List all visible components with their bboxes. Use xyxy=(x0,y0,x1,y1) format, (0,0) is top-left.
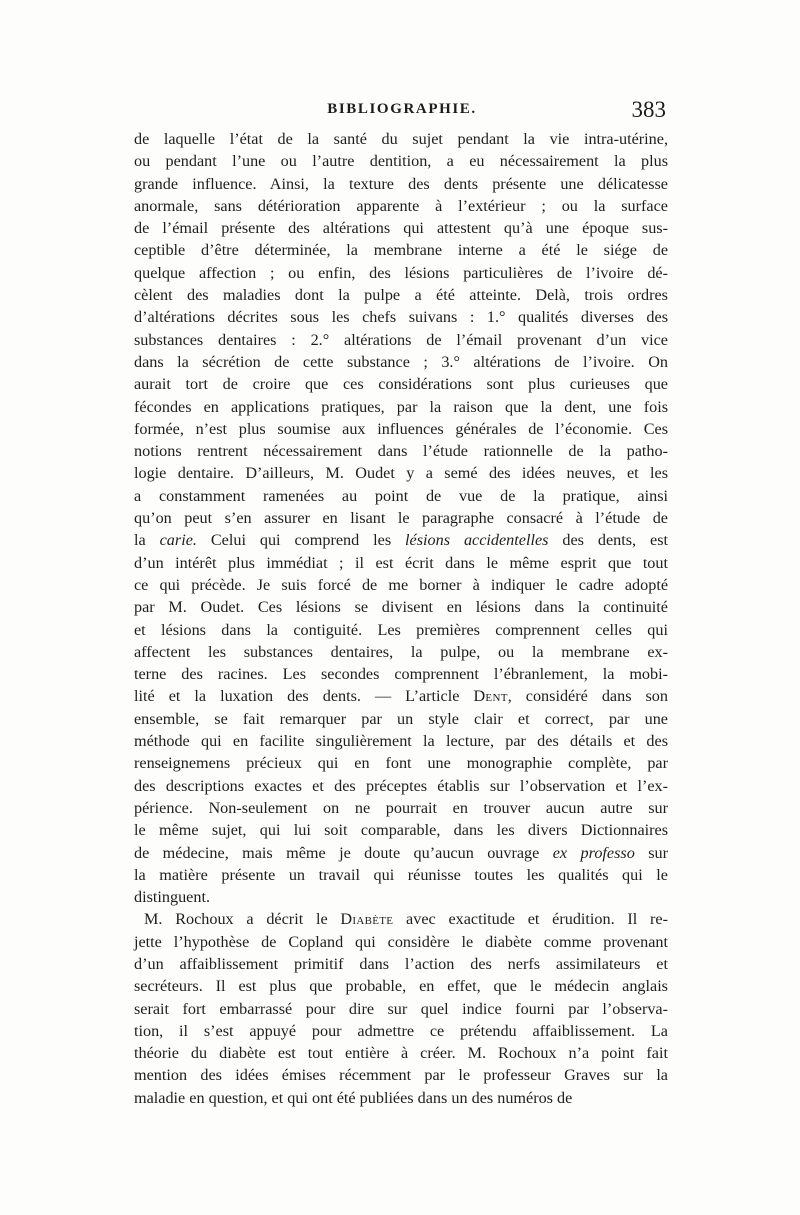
text-line: de laquelle l’état de la santé du sujet pendant la vie intra-utérine, xyxy=(134,130,668,148)
page-number: 383 xyxy=(631,97,666,122)
text-line: qu’on peut s’en assurer en lisant le paragraphe consacré à l’étude de xyxy=(134,509,668,528)
text-line: d’un intérêt plus immédiat ; il est écrit dans le même esprit que tout xyxy=(134,553,668,572)
text-line: maladie en question, et qui ont été publiées dans un des numéros de xyxy=(134,1088,573,1107)
text-line: dans la sécrétion de cette substance ; 3.° altérations de l’ivoire. On xyxy=(134,352,668,371)
text-line: affectent les substances dentaires, la pulpe, ou la membrane ex- xyxy=(134,642,668,661)
body-text xyxy=(134,128,668,1109)
text-line: notions rentrent nécessairement dans l’étude rationnelle de la patho- xyxy=(134,442,668,461)
text-line: de médecine, mais même je doute qu’aucun ouvrage ex professo sur xyxy=(134,843,668,862)
text-line: terne des racines. Les secondes comprennent l’ébranlement, la mobi- xyxy=(134,665,668,684)
text-line: logie dentaire. D’ailleurs, M. Oudet y a semé des idées neuves, et les xyxy=(134,464,668,483)
text-line: de l’émail présente des altérations qui attestent qu’à une époque sus- xyxy=(134,219,668,238)
running-title: BIBLIOGRAPHIE. xyxy=(327,101,477,117)
text-line: secréteurs. Il est plus que probable, en effet, que le médecin anglais xyxy=(134,977,668,996)
text-line: par M. Oudet. Ces lésions se divisent en lésions dans la continuité xyxy=(134,598,668,617)
text-line: et lésions dans la contiguité. Les premières comprennent celles qui xyxy=(134,620,668,639)
text-line: M. Rochoux a décrit le Diabète avec exactitude et érudition. Il re- xyxy=(144,910,669,929)
text-line: d’un affaiblissement primitif dans l’action des nerfs assimilateurs et xyxy=(134,954,668,973)
text-line: mention des idées émises récemment par le professeur Graves sur la xyxy=(134,1066,668,1085)
text-line: a constamment ramenées au point de vue de la pratique, ainsi xyxy=(134,486,668,505)
text-line: cèlent des maladies dont la pulpe a été atteinte. Delà, trois ordres xyxy=(134,286,668,305)
text-line: ceptible d’être déterminée, la membrane interne a été le siége de xyxy=(134,241,668,260)
text-line: grande influence. Ainsi, la texture des dents présente une délicatesse xyxy=(134,174,668,193)
text-line: fécondes en applications pratiques, par la raison que la dent, une fois xyxy=(134,397,668,416)
text-line: anormale, sans détérioration apparente à l’extérieur ; ou la surface xyxy=(134,196,668,215)
text-line: tion, il s’est appuyé pour admettre ce prétendu affaiblissement. La xyxy=(134,1021,668,1040)
text-line: la matière présente un travail qui réunisse toutes les qualités qui le xyxy=(134,865,668,884)
text-line: distinguent. xyxy=(134,888,210,907)
text-line: jette l’hypothèse de Copland qui considère le diabète comme provenant xyxy=(134,932,668,951)
text-line: quelque affection ; ou enfin, des lésions particulières de l’ivoire dé- xyxy=(134,263,668,282)
text-line: d’altérations décrites sous les chefs suivans : 1.° qualités diverses des xyxy=(134,308,668,327)
text-line: théorie du diabète est tout entière à créer. M. Rochoux n’a point fait xyxy=(134,1044,668,1063)
small-caps-term: Dent xyxy=(473,687,508,706)
paragraph-diabete xyxy=(134,908,668,1109)
small-caps-term: Diabète xyxy=(340,910,394,929)
text-line: aurait tort de croire que ces considérations sont plus curieuses que xyxy=(134,375,668,394)
text-line: ce qui précède. Je suis forcé de me borner à indiquer le cadre adopté xyxy=(134,575,668,594)
text-line: le même sujet, qui lui soit comparable, dans les divers Dictionnaires xyxy=(134,821,668,840)
text-line: renseignemens précieux qui en font une monographie complète, par xyxy=(134,754,668,773)
italic-term: carie. xyxy=(159,531,197,550)
text-line: ou pendant l’une ou l’autre dentition, a eu nécessairement la plus xyxy=(134,152,668,171)
text-line: formée, n’est plus soumise aux influences générales de l’économie. Ces xyxy=(134,419,668,438)
text-line: serait fort embarrassé pour dire sur quel indice fourni par l’observa- xyxy=(134,999,668,1018)
paragraph-dentition xyxy=(134,128,668,908)
text-line: ensemble, se fait remarquer par un style clair et correct, par une xyxy=(134,709,668,728)
italic-term: ex professo xyxy=(552,843,635,862)
page-header xyxy=(138,97,666,127)
text-line: des descriptions exactes et des préceptes établis sur l’observation et l’ex- xyxy=(134,776,668,795)
text-line: substances dentaires : 2.° altérations de l’émail provenant d’un vice xyxy=(134,330,668,349)
text-line: périence. Non-seulement on ne pourrait en trouver aucun autre sur xyxy=(134,798,668,817)
text-line: lité et la luxation des dents. — L’article Dent, considéré dans son xyxy=(134,687,668,706)
italic-term: lésions accidentelles xyxy=(405,531,549,550)
text-line: la carie. Celui qui comprend les lésions accidentelles des dents, est xyxy=(134,531,668,550)
text-line: méthode qui en facilite singulièrement la lecture, par des détails et des xyxy=(134,732,668,751)
